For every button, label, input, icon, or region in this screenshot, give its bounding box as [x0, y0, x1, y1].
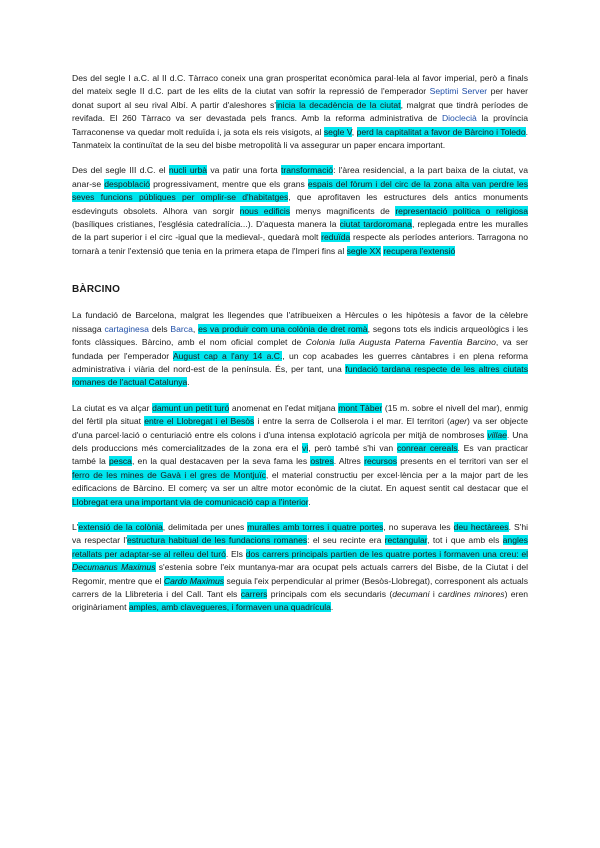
highlighted-text: perd la capitalitat a favor de Bàrcino i Toledo — [356, 126, 526, 137]
highlighted-text: dos carrers principals partien de les quatre portes i formaven una creu: el — [245, 548, 529, 559]
text-run: i entre la serra de Collserola i el mar. El territori ( — [254, 416, 450, 427]
highlighted-text: carrers — [240, 589, 268, 599]
highlighted-term: Cardo Maximus — [163, 575, 225, 586]
highlighted-text: ostres — [310, 456, 334, 467]
italic-term: cardines minores — [438, 589, 505, 599]
text-run: La ciutat es va alçar — [72, 402, 153, 413]
highlighted-text: recupera l'extensió — [383, 245, 456, 256]
section-barcino — [72, 309, 528, 615]
highlighted-term: Decumanus Maximus — [72, 562, 156, 573]
text-run: : el seu recinte era — [307, 535, 385, 546]
text-run: , el material constructiu per excel·lència per a la major part de les edificacions de Bàrcino. El comerç va ser un altre motor econòmic de la ciutat. En aquest sentit cal destacar que el — [72, 469, 528, 494]
highlighted-text: ferro de les mines de Gavà i el gres de Montjuïc — [72, 469, 266, 480]
italic-term: Colonia Iulia Augusta Paterna Faventia Barcino — [305, 337, 496, 348]
document-body — [72, 72, 528, 627]
highlighted-text: August cap a l'any 14 a.C. — [172, 350, 283, 361]
text-run: (15 m. sobre el nivell del mar), enmig del fèrtil pla situat — [72, 402, 528, 427]
text-run: , malgrat que tindrà períodes de revifada. El 260 Tàrraco va ser devastada pels francs. Amb la reforma administrativa de — [72, 99, 528, 124]
text-run: i — [429, 589, 439, 599]
text-run: menys magnificents de — [290, 205, 396, 216]
text-run: presents en el territori van ser el — [397, 456, 528, 467]
text-run: . S'hi va respectar l' — [72, 521, 529, 546]
highlighted-text: rectangular — [384, 535, 428, 546]
text-run: , segons tots els indicis arqueològics i les fonts clàssiques. Bàrcino, amb el nom oficial complet de — [72, 323, 529, 348]
highlighted-text: transformació — [281, 165, 334, 176]
text-run: , — [351, 126, 357, 137]
highlighted-text: fundació tardana respecte de les altres ciutats romanes de l'actual Catalunya — [72, 363, 528, 388]
highlighted-text: es va produir com una colònia de dret romà — [198, 323, 368, 334]
highlighted-text: reduïda — [321, 232, 351, 243]
text-run: , però també s'hi van — [308, 442, 397, 453]
link-text: Barca — [170, 323, 193, 334]
text-run: respecte als períodes anteriors. Tarragona no tornarà a tenir l'extensió que tenia en la primera etapa de l'Imperi fins al — [72, 232, 528, 256]
highlighted-text: espais del fòrum i del circ de la zona alta van perdre les seves funcions públiques per omplir-se d'habitatges — [72, 178, 529, 203]
text-run: , no superava les — [383, 521, 454, 532]
text-run: L' — [72, 521, 79, 532]
text-run: seguia l'eix perpendicular al primer (Besòs-Llobregat), corresponent als actuals carrers de la Llibreteria i del Call. Tant els — [72, 575, 528, 599]
highlighted-text: inicia la decadència de la ciutat — [275, 99, 401, 110]
italic-term: ager — [449, 416, 468, 427]
text-run: La fundació de Barcelona, malgrat les llegendes que l'atribueixen a Hèrcules o les hipòtesis a favor de la cèlebre nissaga — [72, 310, 528, 334]
highlighted-term: villae — [487, 429, 507, 440]
highlighted-text: entre el Llobregat i el Besòs — [144, 416, 255, 427]
text-run: : l'àrea residencial, a la part baixa de la ciutat, va anar-se — [72, 165, 528, 189]
text-run: . — [308, 496, 311, 507]
paragraph — [72, 521, 528, 615]
text-run: , — [192, 323, 199, 334]
text-run: , que aprofitaven les estructures dels antics monuments esdevinguts obsolets. Alhora van sorgir — [72, 192, 528, 216]
text-run: progressivament, mentre que els grans — [150, 178, 308, 189]
link-text: Septimi Server — [429, 86, 488, 97]
highlighted-text: deu hectàrees — [453, 521, 509, 532]
text-run: (basíliques cristianes, l'església catedralícia...). D'aquesta manera la — [72, 219, 340, 230]
highlighted-text: extensió de la colònia — [78, 521, 163, 532]
section-tarraco — [72, 72, 528, 258]
highlighted-text: pesca — [109, 456, 132, 467]
text-run: . — [330, 602, 334, 613]
link-text: cartaginesa — [104, 323, 149, 334]
text-run: ) eren originàriament — [72, 589, 529, 613]
highlighted-text: nucli urbà — [168, 165, 208, 176]
text-run: . Tanmateix la continuïtat de la seu del bisbe metropolità li va assegurar un paper encara important. — [72, 126, 528, 151]
highlighted-text: Llobregat era una important via de comunicació cap a l'interior — [72, 496, 309, 507]
highlighted-text: vi — [302, 442, 309, 453]
highlighted-text: angles retallats per adaptar-se al relleu del turó — [72, 535, 528, 559]
text-run: la província Tarraconense va quedar molt reduïda i, ja sota els reis visigots, al — [72, 113, 528, 137]
paragraph — [72, 164, 528, 258]
paragraph — [72, 72, 528, 152]
text-run: va patir una forta — [207, 165, 282, 176]
highlighted-text: estructura habitual de les fundacions romanes — [126, 535, 308, 546]
text-run: anomenat en l'edat mitjana — [229, 402, 339, 413]
link-text: Dioclecià — [441, 113, 477, 124]
text-run: , va ser fundada per l'emperador — [72, 337, 528, 361]
text-run: , delimitada per unes — [162, 521, 248, 532]
text-run: . Es van practicar també la — [72, 442, 528, 467]
text-run: Des del segle III d.C. el — [72, 165, 169, 176]
text-run: Des del segle I a.C. al II d.C. Tàrraco coneix una gran prosperitat econòmica paral·lela al favor imperial, però a finals del mateix segle II d.C. part de les elits de la ciutat van sofrir la repressió de l'emperador — [72, 73, 528, 97]
text-run: . — [187, 377, 190, 388]
highlighted-text: amples, amb clavegueres, i formaven una quadrícula — [128, 602, 331, 613]
highlighted-text: mont Tàber — [338, 402, 383, 413]
text-run: , tot i que amb els — [427, 535, 503, 546]
highlighted-text: conrear cereals — [396, 442, 458, 453]
text-run: . Una dels produccions més comercialitzades de la zona era el — [72, 429, 528, 453]
text-run: principals com els secundaris ( — [267, 589, 393, 599]
highlighted-text: segle V — [323, 126, 352, 137]
paragraph — [72, 309, 528, 389]
highlighted-text: representació política o religiosa — [395, 205, 528, 216]
highlighted-text: despoblació — [104, 178, 151, 189]
text-run: s'estenia sobre l'eix muntanya-mar ara ocupat pels actuals carrers del Bisbe, de la Ciutat i del Regomir, mentre que el — [72, 562, 529, 586]
text-run: . Els — [225, 548, 246, 559]
highlighted-text: muralles amb torres i quatre portes — [247, 521, 384, 532]
text-run: , en la qual destacaven per la seva fama les — [131, 456, 311, 467]
highlighted-text: recursos — [364, 456, 398, 467]
text-run: , un cop acabades les guerres càntabres i en plena reforma administrativa i viària del nord-est de la península. És, per tant, una — [72, 350, 528, 374]
highlighted-text: nous edificis — [239, 205, 291, 216]
highlighted-text: segle XX — [346, 245, 382, 256]
paragraph — [72, 402, 528, 509]
section-heading-barcino: BÀRCINO — [72, 284, 121, 296]
text-run: , replegada entre les muralles de la part superior i el circ -igual que la medieval-, quedarà molt — [72, 219, 529, 243]
text-run: dels — [148, 323, 171, 334]
highlighted-text: damunt un petit turó — [152, 402, 230, 413]
text-run: per haver donat suport al seu rival Albí. A partir d'aleshores s' — [72, 86, 528, 110]
highlighted-text: ciutat tardoromana — [339, 219, 412, 230]
text-run: . Altres — [333, 456, 365, 467]
text-run: ) va ser objecte d'una parcel·lació o centuriació entre els colons i d'una intensa explotació agrícola per mitjà de nombroses — [72, 416, 528, 440]
italic-term: decumani — [392, 589, 430, 599]
